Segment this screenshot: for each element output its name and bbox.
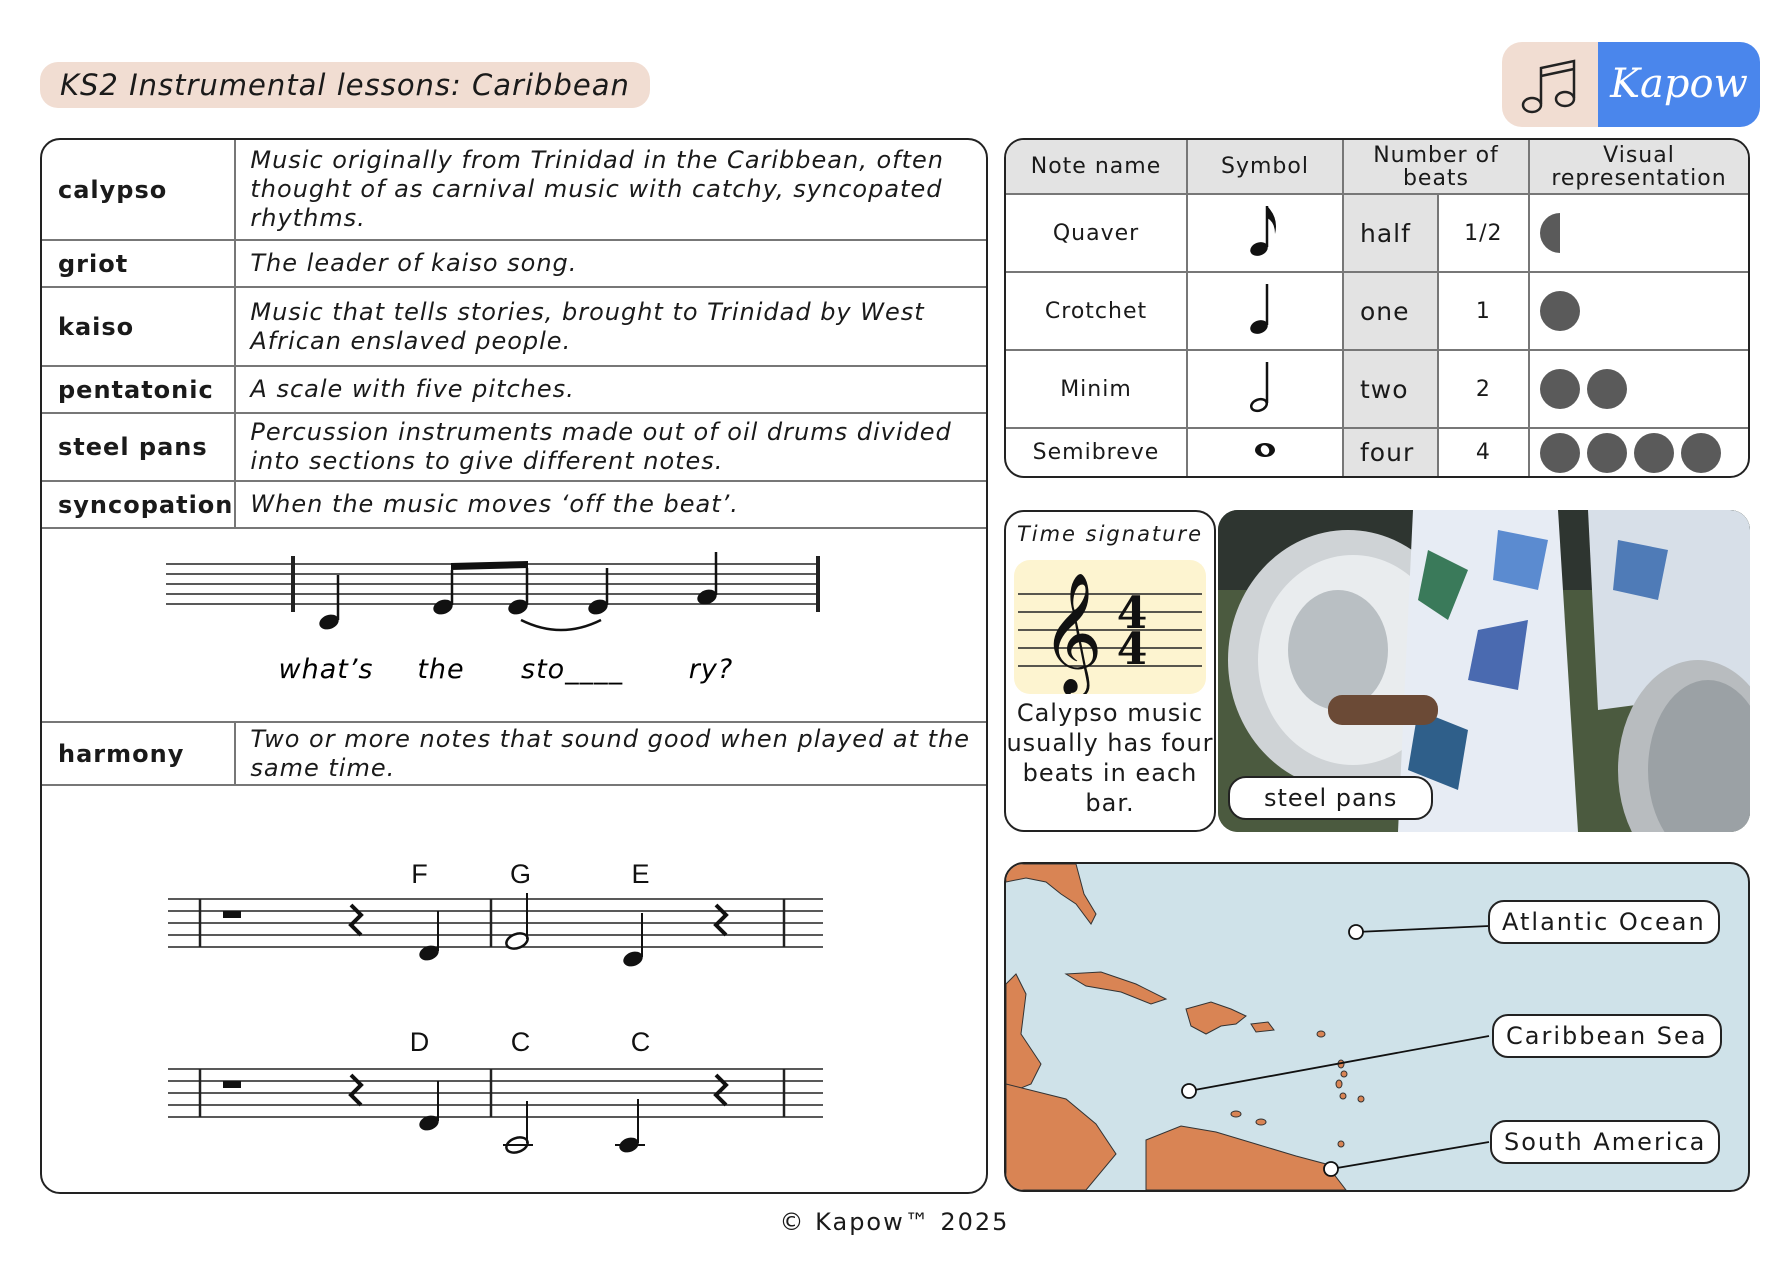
crotchet-icon xyxy=(1187,272,1343,350)
header-number-of-beats: Number of beats xyxy=(1343,140,1529,194)
beats-number: 1 xyxy=(1438,272,1529,350)
map-label-caribbean-sea: Caribbean Sea xyxy=(1492,1014,1722,1058)
beats-number: 1/2 xyxy=(1438,194,1529,272)
definition-syncopation: When the music moves ‘off the beat’. xyxy=(235,481,988,528)
chord-symbol: G xyxy=(509,859,533,889)
glossary-row xyxy=(42,140,988,240)
minim-icon xyxy=(1187,350,1343,428)
note-row xyxy=(1006,428,1748,476)
definition-calypso: Music originally from Trinidad in the Caribbean, often thought of as carnival music with catchy, syncopated rhythms. xyxy=(235,140,988,240)
note-row xyxy=(1006,194,1748,272)
definition-harmony: Two or more notes that sound good when played at the same time. xyxy=(235,722,988,785)
visual-representation xyxy=(1529,272,1748,350)
note-values-table xyxy=(1006,140,1748,476)
treble-clef-icon: 𝄞 xyxy=(1041,571,1103,693)
beat-dot xyxy=(1540,369,1580,409)
term-calypso: calypso xyxy=(42,140,235,240)
copyright-footer: © Kapow™ 2025 xyxy=(779,1208,1010,1236)
beats-word: one xyxy=(1343,272,1438,350)
music-note-icon xyxy=(1502,42,1598,127)
beat-dot xyxy=(1681,433,1721,473)
glossary-row xyxy=(42,481,988,528)
lyric-word: the xyxy=(417,654,465,685)
note-values-panel xyxy=(1004,138,1750,478)
semibreve-icon xyxy=(1187,428,1343,476)
beats-number: 2 xyxy=(1438,350,1529,428)
header-symbol: Symbol xyxy=(1187,140,1343,194)
note-name: Semibreve xyxy=(1006,428,1187,476)
lyric-word: what’s xyxy=(278,654,374,685)
visual-representation xyxy=(1529,194,1748,272)
beats-word: half xyxy=(1343,194,1438,272)
chord-symbol: C xyxy=(630,1027,652,1057)
time-signature-bottom: 4 xyxy=(1116,624,1148,675)
map-label-atlantic-ocean: Atlantic Ocean xyxy=(1488,900,1720,944)
note-name: Crotchet xyxy=(1006,272,1187,350)
glossary-row xyxy=(42,240,988,287)
time-signature-stave xyxy=(1014,560,1206,694)
term-pentatonic: pentatonic xyxy=(42,366,235,413)
half-beat-dot xyxy=(1540,213,1560,253)
map-label-south-america: South America xyxy=(1490,1120,1720,1164)
beats-word: two xyxy=(1343,350,1438,428)
term-steel-pans: steel pans xyxy=(42,413,235,481)
lyric-word: sto____ xyxy=(521,654,624,685)
time-signature-panel xyxy=(1004,510,1216,832)
glossary-row xyxy=(42,287,988,366)
definition-kaiso: Music that tells stories, brought to Trinidad by West African enslaved people. xyxy=(235,287,988,366)
glossary-table xyxy=(42,140,988,1188)
beat-dot xyxy=(1540,291,1580,331)
definition-steel-pans: Percussion instruments made out of oil drums divided into sections to give different notes. xyxy=(235,413,988,481)
header-note-name: Note name xyxy=(1006,140,1187,194)
chord-symbol: F xyxy=(411,859,429,889)
note-row xyxy=(1006,272,1748,350)
steel-pans-photo xyxy=(1218,510,1750,832)
kapow-wordmark: Kapow xyxy=(1598,42,1760,127)
photo-caption: steel pans xyxy=(1228,776,1433,820)
chord-symbol: E xyxy=(631,859,651,889)
beat-dot xyxy=(1540,433,1580,473)
glossary-row xyxy=(42,366,988,413)
term-harmony: harmony xyxy=(42,722,235,785)
term-syncopation: syncopation xyxy=(42,481,235,528)
page-title: KS2 Instrumental lessons: Caribbean xyxy=(40,62,650,108)
chord-symbol: C xyxy=(510,1027,532,1057)
beat-dot xyxy=(1634,433,1674,473)
kapow-logo xyxy=(1502,42,1760,127)
header-visual-representation: Visual representation xyxy=(1529,140,1748,194)
syncopation-notation xyxy=(42,528,988,722)
visual-representation xyxy=(1529,350,1748,428)
term-griot: griot xyxy=(42,240,235,287)
note-name: Minim xyxy=(1006,350,1187,428)
beats-word: four xyxy=(1343,428,1438,476)
time-signature-caption: Calypso music usually has four beats in each bar. xyxy=(1006,699,1214,817)
time-signature-top: 4 xyxy=(1116,588,1148,639)
lyric-word: ry? xyxy=(688,654,734,685)
chord-symbol: D xyxy=(409,1027,431,1057)
visual-representation xyxy=(1529,428,1748,476)
definition-griot: The leader of kaiso song. xyxy=(235,240,988,287)
definition-pentatonic: A scale with five pitches. xyxy=(235,366,988,413)
note-row xyxy=(1006,350,1748,428)
time-signature-label: Time signature xyxy=(1016,522,1204,546)
caribbean-map xyxy=(1004,862,1750,1192)
quaver-icon xyxy=(1187,194,1343,272)
glossary-row xyxy=(42,413,988,481)
note-name: Quaver xyxy=(1006,194,1187,272)
glossary-panel xyxy=(40,138,988,1194)
harmony-notation xyxy=(42,785,988,1188)
glossary-row xyxy=(42,722,988,785)
beat-dot xyxy=(1587,433,1627,473)
term-kaiso: kaiso xyxy=(42,287,235,366)
beats-number: 4 xyxy=(1438,428,1529,476)
beat-dot xyxy=(1587,369,1627,409)
